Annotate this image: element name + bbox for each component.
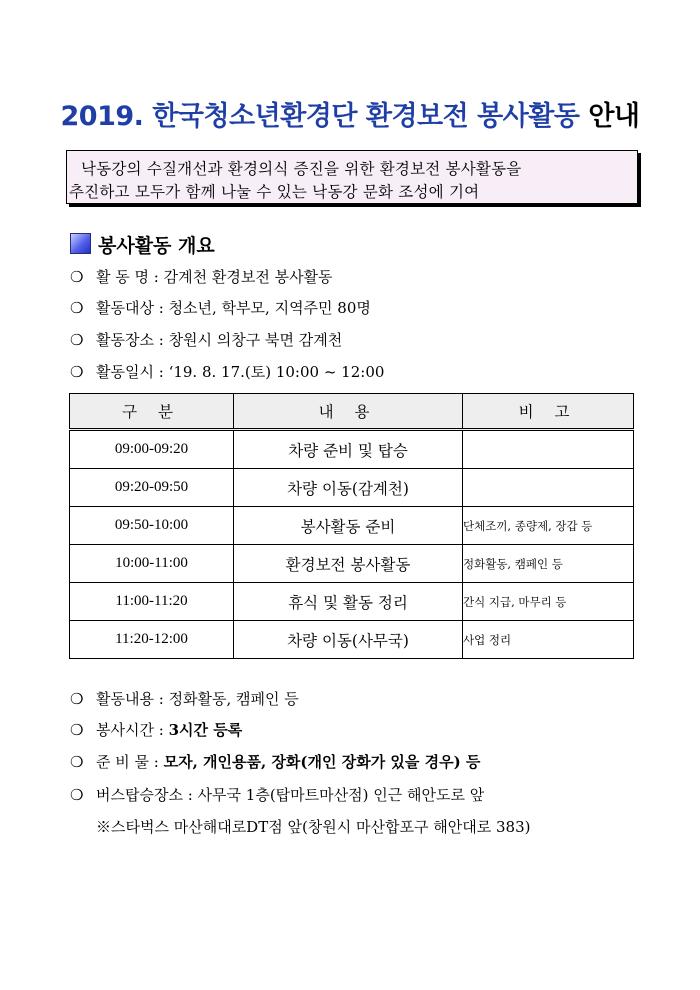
content-cell: 차량 이동(사무국) xyxy=(234,621,463,659)
detail-value: 정화활동, 캠페인 등 xyxy=(168,690,299,708)
detail-item-content: ❍ 활동내용 : 정화활동, 캠페인 등 xyxy=(70,690,299,708)
schedule-table xyxy=(69,393,634,659)
circle-bullet-icon: ❍ xyxy=(70,753,84,771)
overview-value: 창원시 의창구 북면 감계천 xyxy=(168,331,343,349)
blue-square-icon xyxy=(70,233,91,254)
table-row xyxy=(70,621,634,659)
table-row xyxy=(70,545,634,583)
section-title: 봉사활동 개요 xyxy=(98,235,215,257)
detail-label: 봉사시간 xyxy=(96,721,154,739)
page-title-suffix: 안내 xyxy=(579,101,640,132)
page-title-main: 2019. 한국청소년환경단 환경보전 봉사활동 xyxy=(60,101,580,132)
table-row xyxy=(70,583,634,621)
detail-label: 버스탑승장소 xyxy=(96,786,183,804)
time-cell: 09:20-09:50 xyxy=(70,469,234,507)
time-cell: 09:00-09:20 xyxy=(70,430,234,469)
circle-bullet-icon: ❍ xyxy=(70,331,84,349)
circle-bullet-icon: ❍ xyxy=(70,690,84,708)
table-row xyxy=(70,469,634,507)
circle-bullet-icon: ❍ xyxy=(70,721,84,739)
content-cell: 환경보전 봉사활동 xyxy=(234,545,463,583)
purpose-banner xyxy=(66,150,638,204)
circle-bullet-icon: ❍ xyxy=(70,299,84,317)
detail-value: 3시간 등록 xyxy=(168,721,243,739)
note-cell xyxy=(463,430,634,469)
circle-bullet-icon: ❍ xyxy=(70,786,84,804)
overview-label: 활동장소 xyxy=(96,331,154,349)
content-cell: 봉사활동 준비 xyxy=(234,507,463,545)
overview-label: 활동대상 xyxy=(96,299,154,317)
detail-item-hours: ❍ 봉사시간 : 3시간 등록 xyxy=(70,721,243,739)
table-header-row xyxy=(70,394,634,430)
circle-bullet-icon: ❍ xyxy=(70,268,84,286)
content-cell: 차량 준비 및 탑승 xyxy=(234,430,463,469)
table-row xyxy=(70,430,634,469)
detail-item-bus-stop: ❍ 버스탑승장소 : 사무국 1층(탑마트마산점) 인근 해안도로 앞 xyxy=(70,786,485,804)
banner-line-1: 낙동강의 수질개선과 환경의식 증진을 위한 환경보전 봉사활동을 xyxy=(81,160,522,178)
banner-line-2: 추진하고 모두가 함께 나눌 수 있는 낙동강 문화 조성에 기여 xyxy=(69,183,480,201)
detail-item-supplies: ❍ 준 비 물 : 모자, 개인용품, 장화(개인 장화가 있을 경우) 등 xyxy=(70,753,481,771)
overview-item-place: ❍ 활동장소 : 창원시 의창구 북면 감계천 xyxy=(70,331,343,349)
circle-bullet-icon: ❍ xyxy=(70,363,84,381)
detail-value: 모자, 개인용품, 장화(개인 장화가 있을 경우) 등 xyxy=(163,753,481,771)
time-cell: 11:20-12:00 xyxy=(70,621,234,659)
overview-item-target: ❍ 활동대상 : 청소년, 학부모, 지역주민 80명 xyxy=(70,299,371,317)
column-header-division: 구 분 xyxy=(70,394,234,430)
content-cell: 차량 이동(감계천) xyxy=(234,469,463,507)
overview-label: 활 동 명 xyxy=(96,268,150,286)
note-cell: 정화활동, 캠페인 등 xyxy=(463,545,634,583)
overview-label: 활동일시 xyxy=(96,363,154,381)
table-row xyxy=(70,507,634,545)
overview-value: 감계천 환경보전 봉사활동 xyxy=(163,268,333,286)
overview-value: 청소년, 학부모, 지역주민 80명 xyxy=(168,299,371,317)
time-cell: 10:00-11:00 xyxy=(70,545,234,583)
note-cell: 간식 지급, 마무리 등 xyxy=(463,583,634,621)
column-header-note: 비 고 xyxy=(463,394,634,430)
detail-value: 사무국 1층(탑마트마산점) 인근 해안도로 앞 xyxy=(197,786,485,804)
content-cell: 휴식 및 활동 정리 xyxy=(234,583,463,621)
bus-stop-footnote: ※스타벅스 마산해대로DT점 앞(창원시 마산합포구 해안대로 383) xyxy=(96,818,531,836)
overview-item-name: ❍ 활 동 명 : 감계천 환경보전 봉사활동 xyxy=(70,268,333,286)
note-cell xyxy=(463,469,634,507)
overview-item-date: ❍ 활동일시 : ‘19. 8. 17.(토) 10:00 ~ 12:00 xyxy=(70,363,385,381)
overview-value: ‘19. 8. 17.(토) 10:00 ~ 12:00 xyxy=(168,363,385,381)
detail-label: 활동내용 xyxy=(96,690,154,708)
note-cell: 사업 정리 xyxy=(463,621,634,659)
page-title xyxy=(0,94,700,133)
time-cell: 09:50-10:00 xyxy=(70,507,234,545)
detail-label: 준 비 물 xyxy=(96,753,150,771)
note-cell: 단체조끼, 종량제, 장갑 등 xyxy=(463,507,634,545)
time-cell: 11:00-11:20 xyxy=(70,583,234,621)
column-header-content: 내 용 xyxy=(234,394,463,430)
